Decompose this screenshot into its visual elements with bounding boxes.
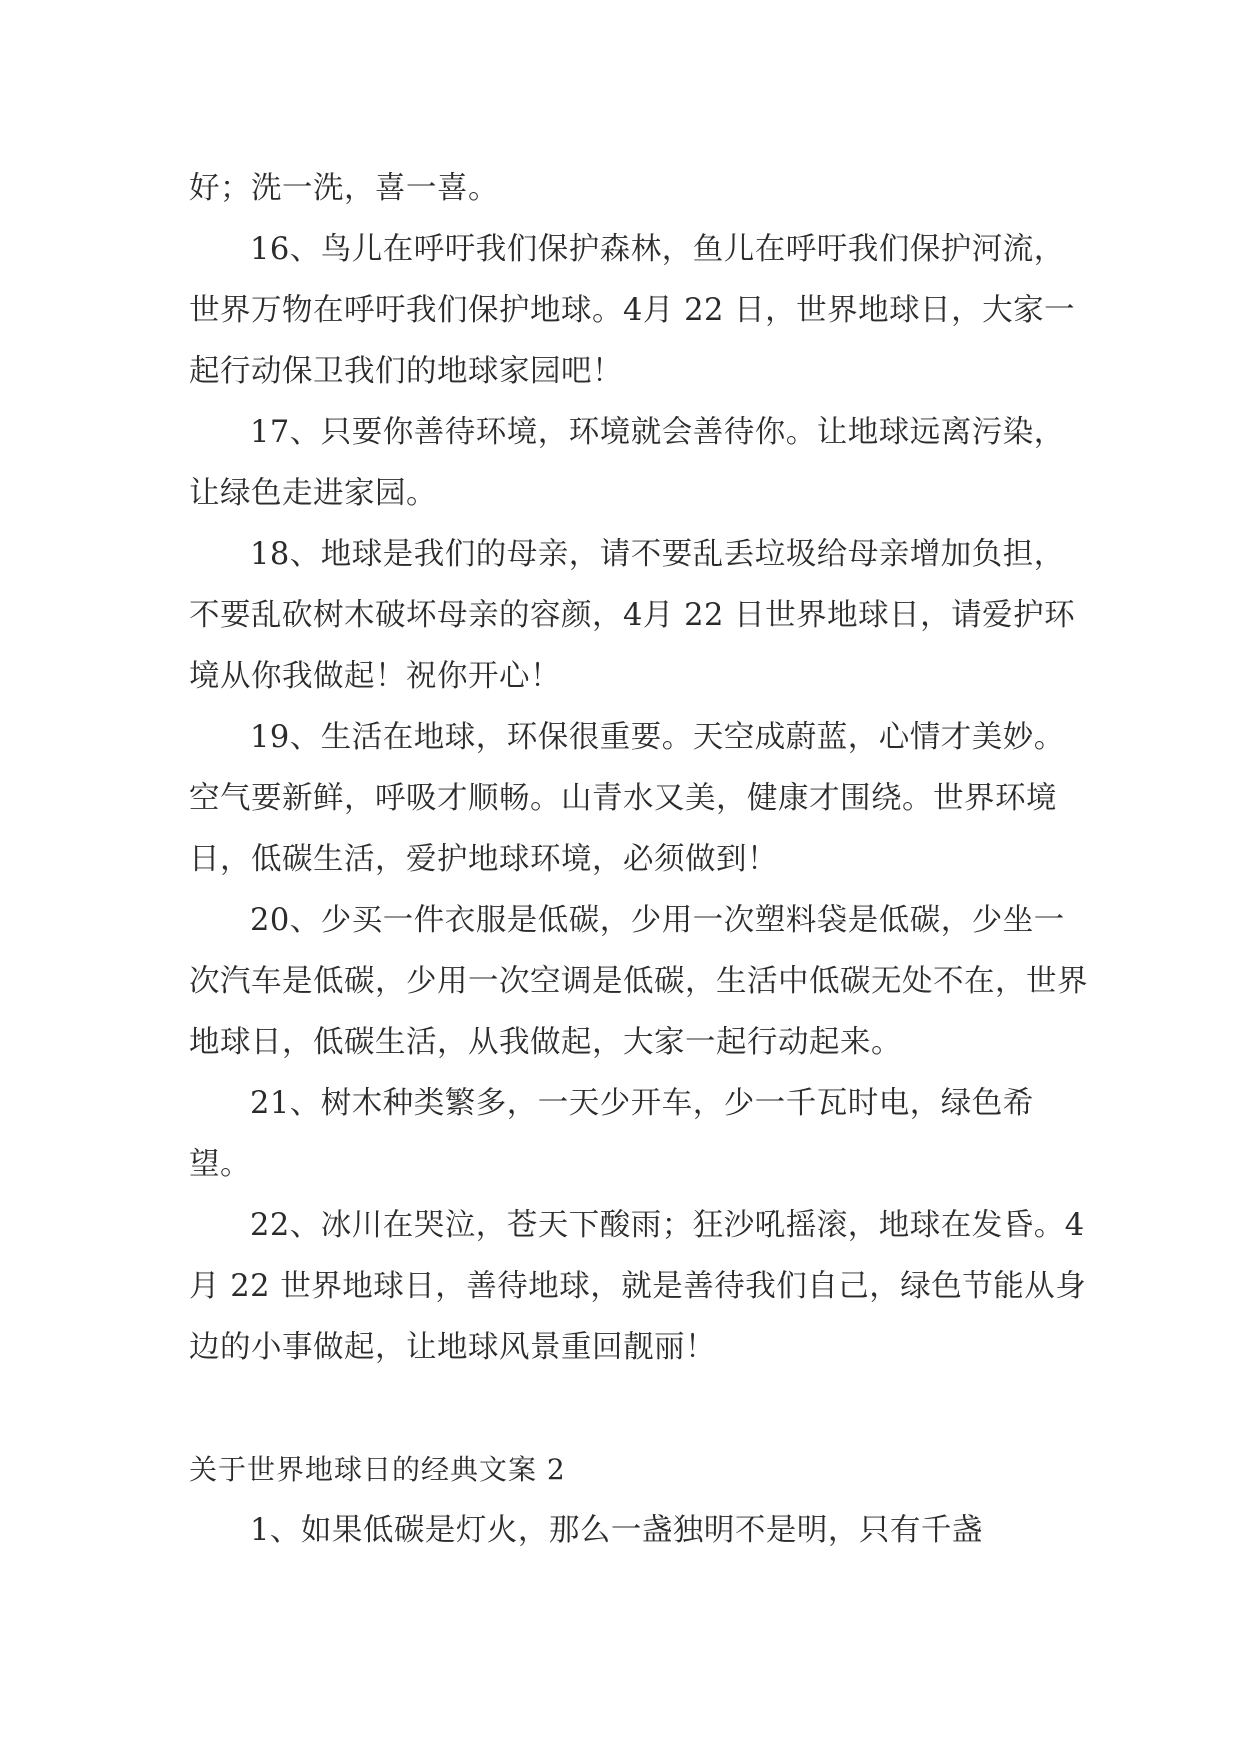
paragraph-continuation: 好；洗一洗，喜一喜。 bbox=[189, 171, 499, 206]
list-item-22: 22、冰川在哭泣，苍天下酸雨；狂沙吼摇滚，地球在发昏。4月 22 世界地球日，善待地球，就是善待我们自己，绿色节能从身边的小事做起，让地球风景重回靓丽！ bbox=[189, 1208, 1087, 1365]
list-item-21: 21、树木种类繁多，一天少开车，少一千瓦时电，绿色希望。 bbox=[189, 1086, 1034, 1182]
section-spacer bbox=[189, 1378, 1089, 1439]
list-item-17: 17、只要你善待环境，环境就会善待你。让地球远离污染，让绿色走进家园。 bbox=[189, 415, 1065, 511]
document-body bbox=[189, 158, 1089, 1561]
list-item-16: 16、鸟儿在呼吁我们保护森林，鱼儿在呼吁我们保护河流，世界万物在呼吁我们保护地球。4月 22 日，世界地球日，大家一起行动保卫我们的地球家园吧！ bbox=[189, 232, 1076, 389]
list-item-19: 19、生活在地球，环保很重要。天空成蔚蓝，心情才美妙。空气要新鲜，呼吸才顺畅。山青水又美，健康才围绕。世界环境日，低碳生活，爱护地球环境，必须做到！ bbox=[189, 720, 1065, 877]
list-item-1: 1、如果低碳是灯火，那么一盏独明不是明，只有千盏 bbox=[250, 1513, 983, 1548]
section-heading: 关于世界地球日的经典文案 2 bbox=[189, 1453, 566, 1486]
list-item-20: 20、少买一件衣服是低碳，少用一次塑料袋是低碳，少坐一次汽车是低碳，少用一次空调是低碳，生活中低碳无处不在，世界地球日，低碳生活，从我做起，大家一起行动起来。 bbox=[189, 903, 1088, 1060]
list-item-18: 18、地球是我们的母亲，请不要乱丢垃圾给母亲增加负担，不要乱砍树木破坏母亲的容颜，4月 22 日世界地球日，请爱护环境从你我做起！祝你开心！ bbox=[189, 537, 1076, 694]
